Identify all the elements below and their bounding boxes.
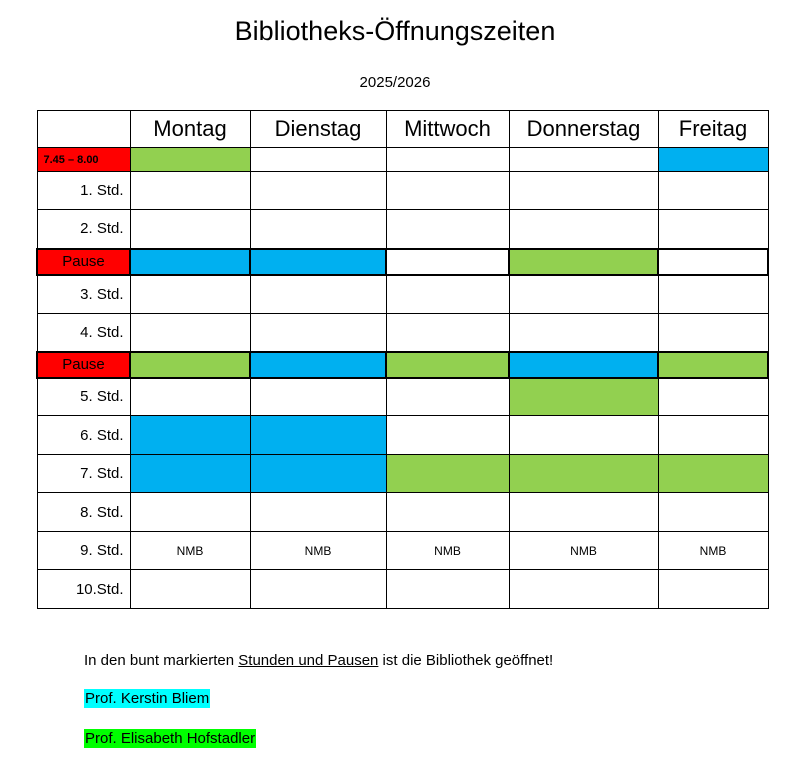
schedule-cell: NMB (658, 532, 768, 570)
staff-green: Prof. Elisabeth Hofstadler (85, 730, 256, 747)
schedule-cell (658, 493, 768, 532)
period-row (37, 210, 768, 249)
schedule-cell (386, 275, 509, 314)
schedule-cell (250, 148, 386, 172)
schedule-cell (509, 378, 658, 416)
period-label: 6. Std. (37, 416, 130, 455)
period-row (37, 172, 768, 210)
schedule-cell (509, 275, 658, 314)
schedule-cell (509, 352, 658, 378)
period-label: 2. Std. (37, 210, 130, 249)
schedule-cell (386, 570, 509, 609)
note-text: In den bunt markierten (84, 652, 239, 669)
schedule-cell: NMB (250, 532, 386, 570)
day-header: Donnerstag (509, 111, 658, 148)
pause-row (37, 352, 768, 378)
schedule-cell (386, 455, 509, 493)
day-header: Dienstag (250, 111, 386, 148)
schedule-cell (658, 249, 768, 275)
schedule-cell: NMB (509, 532, 658, 570)
day-header: Mittwoch (386, 111, 509, 148)
period-label: Pause (37, 249, 130, 275)
schedule-cell (250, 493, 386, 532)
schedule-cell (130, 314, 250, 352)
schedule-cell (130, 416, 250, 455)
school-year: 2025/2026 (359, 74, 431, 91)
schedule-cell (509, 210, 658, 249)
period-label: 10.Std. (37, 570, 130, 609)
schedule-cell (509, 249, 658, 275)
schedule-cell (386, 493, 509, 532)
schedule-cell: NMB (130, 532, 250, 570)
legend-note (84, 652, 553, 669)
note-underlined: Stunden und Pausen (238, 652, 379, 669)
schedule-cell (130, 570, 250, 609)
period-row (37, 570, 768, 609)
page-title: Bibliotheks-Öffnungszeiten (234, 16, 556, 46)
period-label: 8. Std. (37, 493, 130, 532)
period-label: 7.45 – 8.00 (37, 148, 130, 172)
schedule-cell (386, 172, 509, 210)
period-row (37, 493, 768, 532)
schedule-cell (509, 314, 658, 352)
schedule-cell (509, 493, 658, 532)
period-row (37, 314, 768, 352)
opening-hours-table (36, 110, 769, 609)
schedule-cell (130, 249, 250, 275)
schedule-cell (658, 570, 768, 609)
period-label: 1. Std. (37, 172, 130, 210)
schedule-cell (130, 352, 250, 378)
schedule-cell (130, 455, 250, 493)
schedule-cell (130, 172, 250, 210)
period-row (37, 378, 768, 416)
schedule-cell (250, 378, 386, 416)
schedule-cell (509, 570, 658, 609)
note-text: ist die Bibliothek geöffnet! (378, 652, 554, 669)
schedule-cell (509, 416, 658, 455)
period-label: 7. Std. (37, 455, 130, 493)
header-row (37, 111, 768, 148)
schedule-cell (509, 148, 658, 172)
schedule-cell (658, 210, 768, 249)
schedule-cell (130, 378, 250, 416)
period-row (37, 416, 768, 455)
schedule-cell (658, 352, 768, 378)
period-row (37, 455, 768, 493)
schedule-cell (386, 148, 509, 172)
schedule-cell (658, 148, 768, 172)
schedule-cell (250, 314, 386, 352)
period-label: 5. Std. (37, 378, 130, 416)
period-label: 4. Std. (37, 314, 130, 352)
period-label: 9. Std. (37, 532, 130, 570)
schedule-cell (386, 352, 509, 378)
schedule-cell (250, 455, 386, 493)
schedule-cell (658, 455, 768, 493)
schedule-cell (658, 172, 768, 210)
schedule-cell (250, 172, 386, 210)
pause-row (37, 249, 768, 275)
schedule-cell (250, 275, 386, 314)
schedule-cell (250, 210, 386, 249)
schedule-cell: NMB (386, 532, 509, 570)
day-header: Freitag (658, 111, 768, 148)
schedule-cell (658, 416, 768, 455)
schedule-cell (386, 210, 509, 249)
schedule-cell (250, 570, 386, 609)
period-label: Pause (37, 352, 130, 378)
schedule-cell (130, 148, 250, 172)
period-row (37, 532, 768, 570)
schedule-cell (658, 314, 768, 352)
staff-blue: Prof. Kerstin Bliem (85, 690, 210, 707)
schedule-cell (250, 249, 386, 275)
schedule-cell (386, 314, 509, 352)
corner-cell (37, 111, 130, 148)
period-label: 3. Std. (37, 275, 130, 314)
schedule-cell (250, 416, 386, 455)
schedule-cell (386, 416, 509, 455)
schedule-cell (130, 493, 250, 532)
period-row (37, 148, 768, 172)
schedule-cell (130, 275, 250, 314)
schedule-cell (386, 378, 509, 416)
schedule-cell (130, 210, 250, 249)
schedule-cell (250, 352, 386, 378)
schedule-cell (509, 172, 658, 210)
schedule-cell (658, 275, 768, 314)
schedule-cell (658, 378, 768, 416)
schedule-cell (386, 249, 509, 275)
period-row (37, 275, 768, 314)
schedule-cell (509, 455, 658, 493)
day-header: Montag (130, 111, 250, 148)
